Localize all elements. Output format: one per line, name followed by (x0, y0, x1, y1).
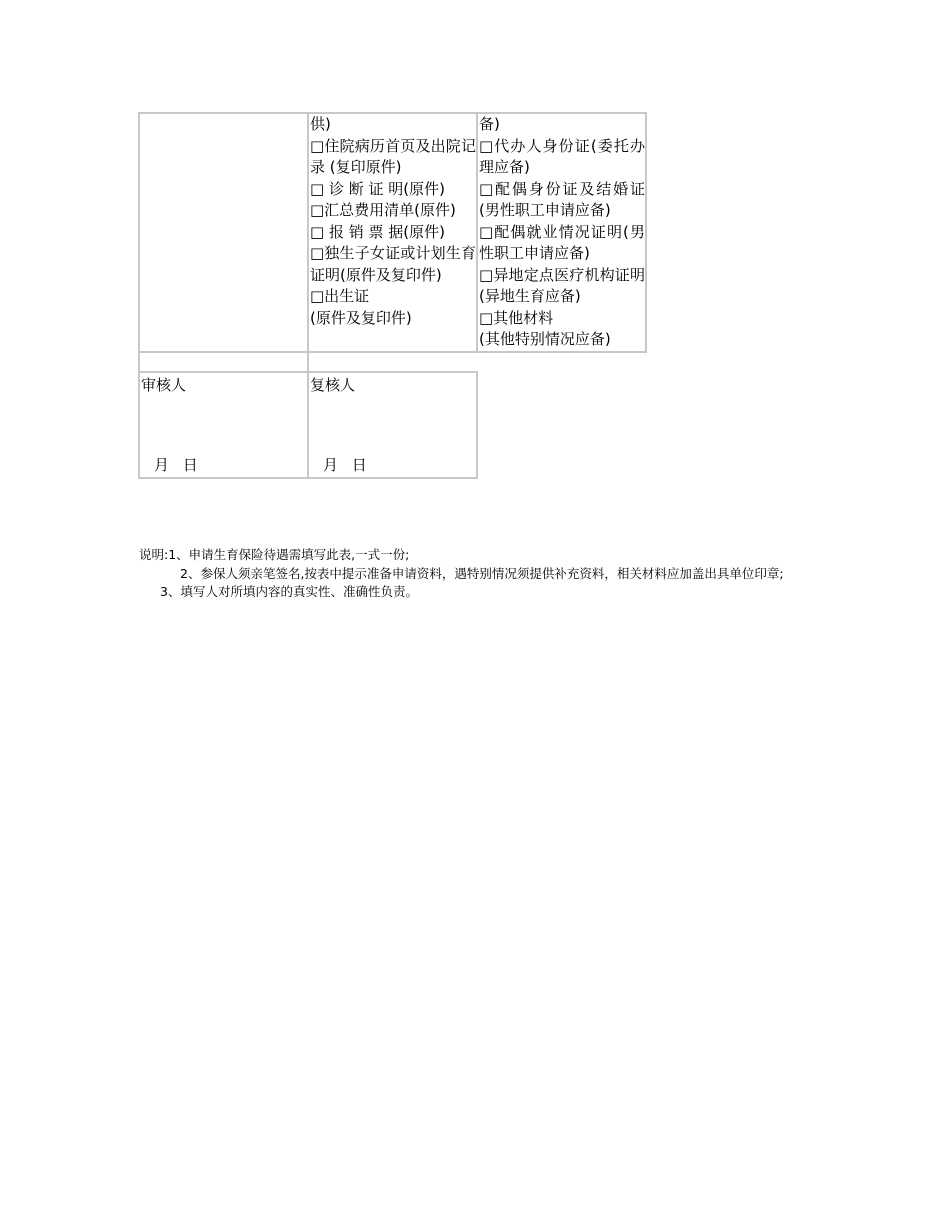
blank-cell (308, 352, 646, 372)
blank-cell (139, 113, 308, 352)
materials-table (138, 112, 647, 479)
materials-column-1 (308, 113, 477, 352)
checklist-item: □汇总费用清单(原件) (310, 201, 456, 219)
checklist-item: □独生子女证或计划生育证明(原件及复印件) (310, 244, 476, 284)
rechecker-date: 月 日 (323, 456, 367, 474)
materials-column-2 (477, 113, 646, 352)
checklist-item: □异地定点医疗机构证明 (异地生育应备) (479, 265, 645, 305)
checklist-item: □住院病历首页及出院记录 (复印原件) (310, 136, 476, 176)
note-line-2: 2、参保人须亲笔签名,按表中提示准备申请资料，遇特别情况须提供补充资料，相关材料应加盖出具单位印章; (180, 565, 784, 581)
continuation-text: 备) (479, 115, 500, 133)
blank-cell (139, 352, 308, 372)
note-line-3: 3、填写人对所填内容的真实性、准确性负责。 (160, 584, 418, 599)
rechecker-label: 复核人 (310, 375, 356, 394)
blank-cell (477, 372, 646, 478)
rechecker-cell (308, 372, 477, 478)
notes-section (139, 546, 819, 602)
checklist-item: □其他材料 (479, 308, 554, 327)
checklist-item: □ 报 销 票 据(原件) (310, 222, 445, 241)
checklist-item: □ 诊 断 证 明(原件) (310, 179, 445, 198)
checklist-item: □配偶身份证及结婚证 (男性职工申请应备) (479, 179, 645, 219)
continuation-text: 供) (310, 115, 331, 133)
checklist-item: □配偶就业情况证明(男性职工申请应备) (479, 222, 645, 262)
reviewer-label: 审核人 (141, 375, 187, 394)
checklist-item: □出生证 (310, 287, 370, 305)
checklist-item-note: (原件及复印件) (310, 308, 412, 327)
reviewer-date: 月 日 (154, 456, 198, 474)
note-line-1: 说明:1、申请生育保险待遇需填写此表,一式一份; (139, 547, 410, 562)
reviewer-cell (139, 372, 308, 478)
checklist-item-note: (其他特别情况应备) (479, 330, 611, 348)
checklist-item: □代办人身份证(委托办理应备) (479, 136, 645, 176)
